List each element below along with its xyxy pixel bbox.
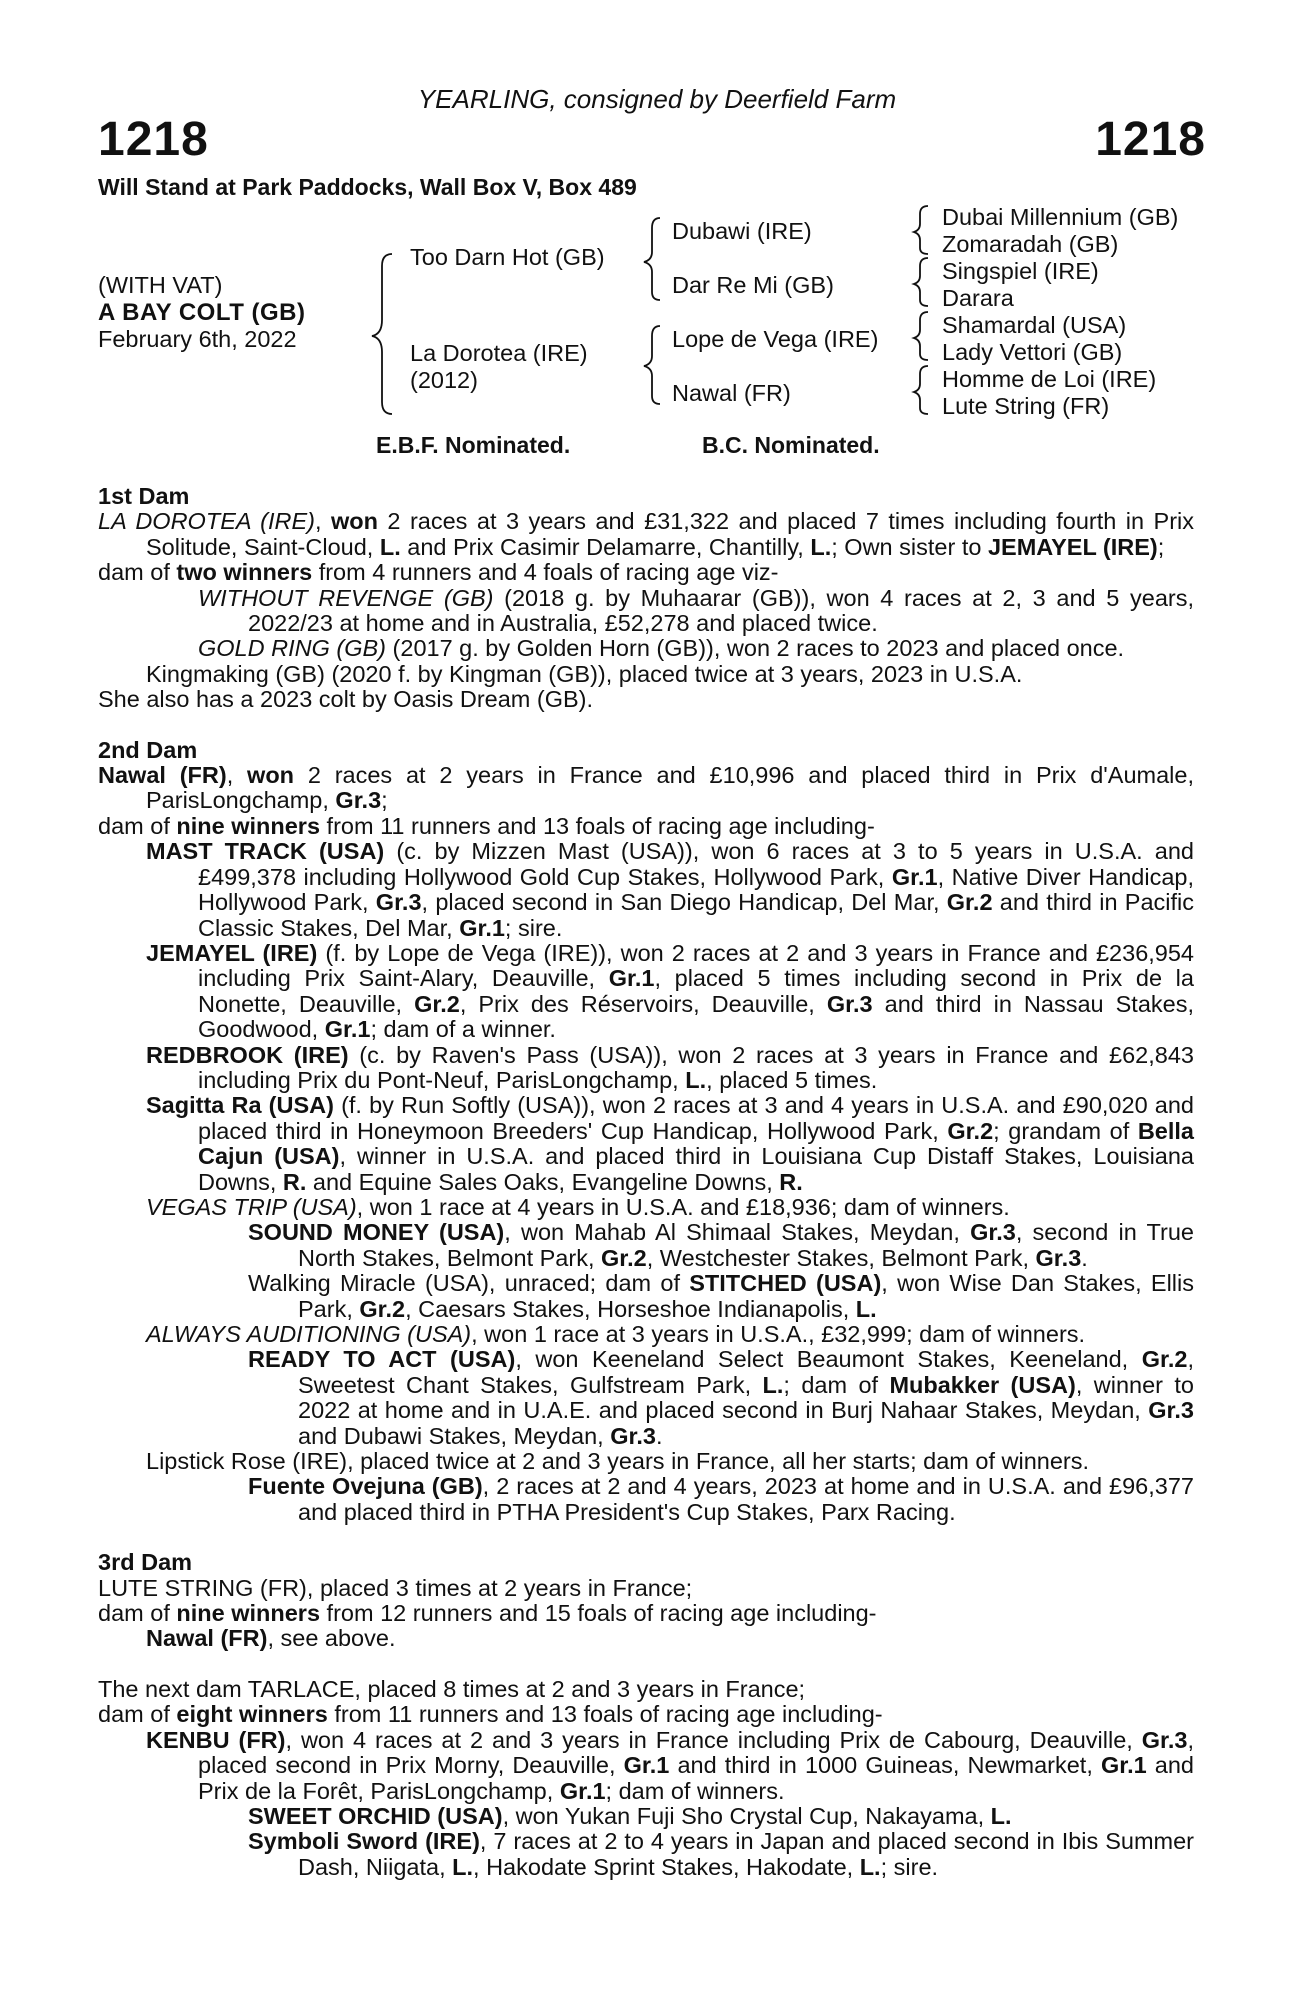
- italic-run: VEGAS TRIP (USA): [146, 1193, 357, 1220]
- text-run: from 11 runners and 13 foals of racing age including-: [327, 1701, 883, 1728]
- text-run: ; Own sister to: [831, 533, 988, 560]
- pedigree-g3-6: Lady Vettori (GB): [942, 339, 1123, 365]
- text-run: , see above.: [267, 1625, 396, 1652]
- first-dam-paragraph: [98, 687, 1194, 712]
- text-run: and Prix de la Forêt, ParisLongchamp,: [198, 1752, 1194, 1804]
- bold-run: R.: [282, 1168, 307, 1195]
- pedigree-g3-2: Zomaradah (GB): [942, 231, 1119, 257]
- foaling-date: February 6th, 2022: [98, 326, 297, 352]
- second-dam-paragraph: [98, 941, 1194, 1043]
- second-dam-paragraph: [98, 763, 1194, 814]
- second-dam-paragraph: [98, 839, 1194, 941]
- text-run: Walking Miracle (USA), unraced; dam of: [248, 1270, 690, 1297]
- bold-run: Nawal (FR): [146, 1625, 268, 1652]
- bold-run: L.: [762, 1371, 784, 1398]
- consignment-header: YEARLING, consigned by Deerfield Farm: [417, 84, 897, 114]
- text-run: dam of: [98, 1600, 177, 1627]
- section-gap: [98, 1525, 1194, 1550]
- text-run: and Equine Sales Oaks, Evangeline Downs,: [306, 1168, 780, 1195]
- text-run: , Caesars Stakes, Horseshoe Indianapolis,: [405, 1295, 856, 1322]
- bold-run: Gr.1: [608, 965, 655, 992]
- text-run: dam of: [98, 1701, 177, 1728]
- text-run: Lipstick Rose (IRE), placed twice at 2 and 3 years in France, all her starts; dam of winners.: [146, 1448, 1090, 1475]
- text-run: LUTE STRING (FR), placed 3 times at 2 years in France;: [98, 1574, 693, 1601]
- pedigree-g3-7: Homme de Loi (IRE): [942, 366, 1157, 392]
- pedigree-sire: Too Darn Hot (GB): [410, 244, 605, 270]
- catalogue-body: [98, 484, 1194, 1880]
- bold-run: Gr.1: [559, 1777, 606, 1804]
- second-dam-paragraph: [98, 1271, 1194, 1322]
- brace-gen3-4: [914, 366, 928, 414]
- bold-run: Gr.2: [1141, 1346, 1188, 1373]
- bold-run: Gr.2: [947, 1117, 994, 1144]
- bold-run: SWEET ORCHID (USA): [248, 1802, 503, 1829]
- text-run: , won 1 race at 3 years in U.S.A., £32,999; dam of winners.: [471, 1321, 1086, 1347]
- next-dam-section: [98, 1677, 1194, 1880]
- bold-run: STITCHED (USA): [689, 1270, 882, 1297]
- pedigree-g3-8: Lute String (FR): [942, 393, 1110, 419]
- text-run: , won Wise Dan Stakes, Ellis Park,: [298, 1270, 1194, 1322]
- first-dam-heading: 1st Dam: [98, 483, 190, 509]
- bold-run: Gr.3: [610, 1422, 656, 1449]
- bold-run: eight winners: [176, 1701, 328, 1728]
- text-run: , Westchester Stakes, Belmont Park,: [646, 1244, 1036, 1271]
- text-run: ; grandam of: [993, 1117, 1138, 1144]
- bold-run: Symboli Sword (IRE): [248, 1828, 480, 1855]
- second-dam-paragraph: [98, 1043, 1194, 1094]
- next-dam-paragraph: [98, 1702, 1194, 1727]
- text-run: .: [655, 1422, 663, 1449]
- second-dam-heading: 2nd Dam: [98, 736, 198, 763]
- text-run: and third in Nassau Stakes, Goodwood,: [198, 990, 1194, 1043]
- bold-run: won: [247, 762, 295, 789]
- second-dam-paragraph: [98, 1195, 1194, 1220]
- bold-run: Gr.1: [623, 1752, 670, 1779]
- text-run: from 12 runners and 15 foals of racing age including-: [320, 1600, 877, 1627]
- bold-run: REDBROOK (IRE): [146, 1041, 349, 1068]
- bold-run: Gr.1: [891, 863, 938, 890]
- text-run: The next dam TARLACE, placed 8 times at 2 and 3 years in France;: [98, 1675, 806, 1702]
- text-run: , placed 5 times.: [706, 1066, 878, 1093]
- bold-run: Sagitta Ra (USA): [146, 1092, 334, 1119]
- second-dam-paragraph: [98, 1093, 1194, 1195]
- bold-run: Gr.1: [1100, 1752, 1147, 1779]
- bold-run: Gr.2: [946, 889, 993, 916]
- bold-run: Bella Cajun (USA): [198, 1117, 1194, 1170]
- text-run: from 4 runners and 4 foals of racing age viz-: [312, 559, 779, 586]
- pedigree-dam-year: (2012): [410, 367, 478, 393]
- pedigree-dam-sire: Lope de Vega (IRE): [672, 326, 879, 352]
- pedigree-g3-5: Shamardal (USA): [942, 312, 1127, 338]
- text-run: ; sire.: [504, 914, 563, 941]
- text-run: 2 races at 3 years and £31,322 and placed 7 times including fourth in Prix Solitude, Saint-Cloud,: [146, 508, 1195, 560]
- bold-run: Fuente Ovejuna (GB): [248, 1473, 483, 1500]
- first-dam-paragraph: [98, 509, 1194, 560]
- next-dam-paragraph: [98, 1804, 1194, 1829]
- text-run: (c. by Mizzen Mast (USA)), won 6 races at 3 to 5 years in U.S.A. and £499,378 including Hollywood Gold Cup Stakes, Hollywood Park,: [198, 838, 1194, 890]
- pedigree-g3-4: Darara: [942, 285, 1014, 311]
- text-run: and third in Pacific Classic Stakes, Del Mar,: [198, 889, 1195, 941]
- first-dam-section: [98, 509, 1194, 712]
- bold-run: won: [330, 508, 378, 535]
- text-run: , won 4 races at 2 and 3 years in France including Prix de Cabourg, Deauville,: [285, 1726, 1142, 1753]
- bold-run: Gr.2: [359, 1295, 406, 1322]
- lot-number-right: 1218: [1095, 113, 1206, 166]
- bold-run: Gr.1: [459, 914, 505, 941]
- brace-gen1: [372, 254, 392, 414]
- brace-gen3-1: [914, 206, 928, 254]
- text-run: , placed 5 times including second in Prix de la Nonette, Deauville,: [198, 965, 1194, 1017]
- pedigree-dam: La Dorotea (IRE): [410, 340, 588, 366]
- bold-run: READY TO ACT (USA): [248, 1346, 516, 1373]
- brace-gen2-sire: [644, 218, 660, 300]
- bold-run: JEMAYEL (IRE): [987, 533, 1158, 560]
- text-run: ; dam of a winner.: [370, 1016, 556, 1043]
- first-dam-paragraph: [98, 560, 1194, 585]
- bold-run: Gr.2: [414, 990, 460, 1017]
- horse-name: A BAY COLT (GB): [98, 299, 306, 326]
- bold-run: KENBU (FR): [146, 1726, 286, 1753]
- text-run: , 2 races at 2 and 4 years, 2023 at home and in U.S.A. and £96,377 and placed third in PTHA President's Cup Stakes, Parx Racing.: [298, 1473, 1194, 1525]
- text-run: , Native Diver Handicap, Hollywood Park,: [198, 863, 1194, 916]
- bc-nomination: B.C. Nominated.: [702, 432, 880, 458]
- bold-run: R.: [779, 1168, 803, 1195]
- third-dam-section: [98, 1576, 1194, 1652]
- brace-gen3-3: [914, 312, 928, 360]
- bold-run: Gr.3: [335, 787, 382, 814]
- second-dam-paragraph: [98, 1322, 1194, 1347]
- bold-run: L.: [685, 1066, 707, 1093]
- text-run: , second in True North Stakes, Belmont Park,: [298, 1219, 1194, 1271]
- text-run: , Hakodate Sprint Stakes, Hakodate,: [473, 1853, 860, 1880]
- pedigree-g3-3: Singspiel (IRE): [942, 258, 1099, 284]
- first-dam-paragraph: [98, 586, 1194, 637]
- bold-run: Gr.2: [601, 1244, 647, 1271]
- text-run: ; dam of winners.: [605, 1777, 785, 1804]
- section-gap: [98, 713, 1194, 738]
- text-run: , won 1 race at 4 years in U.S.A. and £18,936; dam of winners.: [356, 1193, 1010, 1220]
- bold-run: L.: [859, 1853, 881, 1880]
- italic-run: LA DOROTEA (IRE): [98, 508, 315, 535]
- pedigree-dam-dam: Nawal (FR): [672, 380, 791, 406]
- brace-gen3-2: [914, 258, 928, 306]
- third-dam-paragraph: [98, 1626, 1194, 1651]
- text-run: (2017 g. by Golden Horn (GB)), won 2 races to 2023 and placed once.: [386, 635, 1125, 662]
- text-run: 2 races at 2 years in France and £10,996 and placed third in Prix d'Aumale, ParisLongchamp,: [146, 762, 1195, 814]
- second-dam-section: [98, 763, 1194, 1525]
- text-run: ; dam of: [783, 1371, 890, 1398]
- bold-run: Gr.3: [970, 1219, 1016, 1246]
- brace-gen2-dam: [644, 326, 660, 404]
- next-dam-paragraph: [98, 1829, 1194, 1880]
- pedigree-g3-1: Dubai Millennium (GB): [942, 204, 1179, 230]
- italic-run: ALWAYS AUDITIONING (USA): [146, 1321, 472, 1347]
- bold-run: SOUND MONEY (USA): [248, 1219, 505, 1246]
- text-run: , placed second in Prix Morny, Deauville,: [198, 1726, 1194, 1779]
- bold-run: Mubakker (USA): [889, 1371, 1076, 1398]
- text-run: , placed second in San Diego Handicap, Del Mar,: [421, 889, 947, 916]
- bold-run: L.: [990, 1802, 1012, 1829]
- italic-run: GOLD RING (GB): [198, 635, 387, 662]
- text-run: , Sweetest Chant Stakes, Gulfstream Park,: [298, 1346, 1194, 1398]
- bold-run: nine winners: [176, 1600, 321, 1627]
- bold-run: MAST TRACK (USA): [146, 838, 385, 865]
- bold-run: nine winners: [176, 812, 321, 839]
- bold-run: Gr.3: [1148, 1397, 1194, 1424]
- text-run: and Prix Casimir Delamarre, Chantilly,: [400, 533, 811, 560]
- bold-run: L.: [379, 533, 401, 560]
- text-run: , winner in U.S.A. and placed third in Louisiana Cup Distaff Stakes, Louisiana Downs,: [198, 1143, 1194, 1195]
- pedigree-sire-dam: Dar Re Mi (GB): [672, 272, 834, 298]
- ebf-nomination: E.B.F. Nominated.: [376, 432, 571, 458]
- text-run: and third in 1000 Guineas, Newmarket,: [669, 1752, 1101, 1779]
- text-run: ;: [381, 787, 388, 814]
- bold-run: L.: [810, 533, 832, 560]
- text-run: (f. by Run Softly (USA)), won 2 races at 3 and 4 years in U.S.A. and £90,020 and placed third in Honeymoon Breeders' Cup Handicap, Hollywood Park,: [198, 1092, 1194, 1144]
- second-dam-paragraph: [98, 814, 1194, 839]
- next-dam-paragraph: [98, 1677, 1194, 1702]
- first-dam-paragraph: [98, 636, 1194, 661]
- text-run: She also has a 2023 colt by Oasis Dream (GB).: [98, 686, 594, 713]
- third-dam-heading: 3rd Dam: [98, 1549, 193, 1576]
- bold-run: Gr.3: [375, 889, 422, 916]
- stand-location: Will Stand at Park Paddocks, Wall Box V, Box 489: [98, 174, 637, 200]
- text-run: , won Keeneland Select Beaumont Stakes, Keeneland,: [515, 1346, 1142, 1373]
- text-run: ;: [1157, 533, 1165, 560]
- section-gap: [98, 1652, 1194, 1677]
- next-dam-paragraph: [98, 1728, 1194, 1804]
- text-run: dam of: [98, 559, 177, 586]
- text-run: (f. by Lope de Vega (IRE)), won 2 races at 2 and 3 years in France and £236,954 including Prix Saint-Alary, Deauville,: [198, 939, 1194, 992]
- second-dam-paragraph: [98, 1220, 1194, 1271]
- second-dam-paragraph: [98, 1347, 1194, 1449]
- bold-run: L.: [452, 1853, 474, 1880]
- second-dam-paragraph: [98, 1449, 1194, 1474]
- bold-run: Gr.1: [324, 1016, 371, 1043]
- text-run: ,: [314, 508, 331, 535]
- text-run: , Prix des Réservoirs, Deauville,: [459, 990, 827, 1017]
- third-dam-paragraph: [98, 1601, 1194, 1626]
- bold-run: L.: [855, 1295, 877, 1322]
- italic-run: WITHOUT REVENGE (GB): [198, 584, 494, 611]
- bold-run: Gr.3: [1035, 1244, 1082, 1271]
- vat-note: (WITH VAT): [98, 272, 223, 298]
- text-run: ,: [226, 762, 248, 789]
- bold-run: Gr.3: [826, 990, 873, 1017]
- text-run: .: [1081, 1244, 1088, 1271]
- text-run: from 11 runners and 13 foals of racing age including-: [320, 812, 875, 839]
- text-run: and Dubawi Stakes, Meydan,: [298, 1422, 611, 1449]
- text-run: , won Yukan Fuji Sho Crystal Cup, Nakayama,: [502, 1802, 991, 1829]
- first-dam-paragraph: [98, 662, 1194, 687]
- text-run: , won Mahab Al Shimaal Stakes, Meydan,: [504, 1219, 971, 1246]
- lot-number-left: 1218: [98, 113, 209, 166]
- bold-run: JEMAYEL (IRE): [146, 939, 318, 966]
- text-run: (c. by Raven's Pass (USA)), won 2 races at 3 years in France and £62,843 including Prix du Pont-Neuf, ParisLongchamp,: [198, 1041, 1194, 1093]
- text-run: , winner to 2022 at home and in U.A.E. and placed second in Burj Nahaar Stakes, Meydan,: [298, 1371, 1194, 1424]
- bold-run: two winners: [176, 559, 313, 586]
- pedigree-sire-sire: Dubawi (IRE): [672, 218, 812, 244]
- text-run: dam of: [98, 812, 177, 839]
- text-run: (2018 g. by Muhaarar (GB)), won 4 races at 2, 3 and 5 years, 2022/23 at home and in Australia, £52,278 and placed twice.: [248, 584, 1194, 637]
- bold-run: Gr.3: [1141, 1726, 1188, 1753]
- bold-run: Nawal (FR): [98, 762, 227, 789]
- third-dam-paragraph: [98, 1576, 1194, 1601]
- second-dam-paragraph: [98, 1474, 1194, 1525]
- text-run: , 7 races at 2 to 4 years in Japan and placed second in Ibis Summer Dash, Niigata,: [298, 1828, 1194, 1880]
- text-run: ; sire.: [880, 1853, 939, 1880]
- text-run: Kingmaking (GB) (2020 f. by Kingman (GB)), placed twice at 3 years, 2023 in U.S.A.: [146, 660, 1023, 687]
